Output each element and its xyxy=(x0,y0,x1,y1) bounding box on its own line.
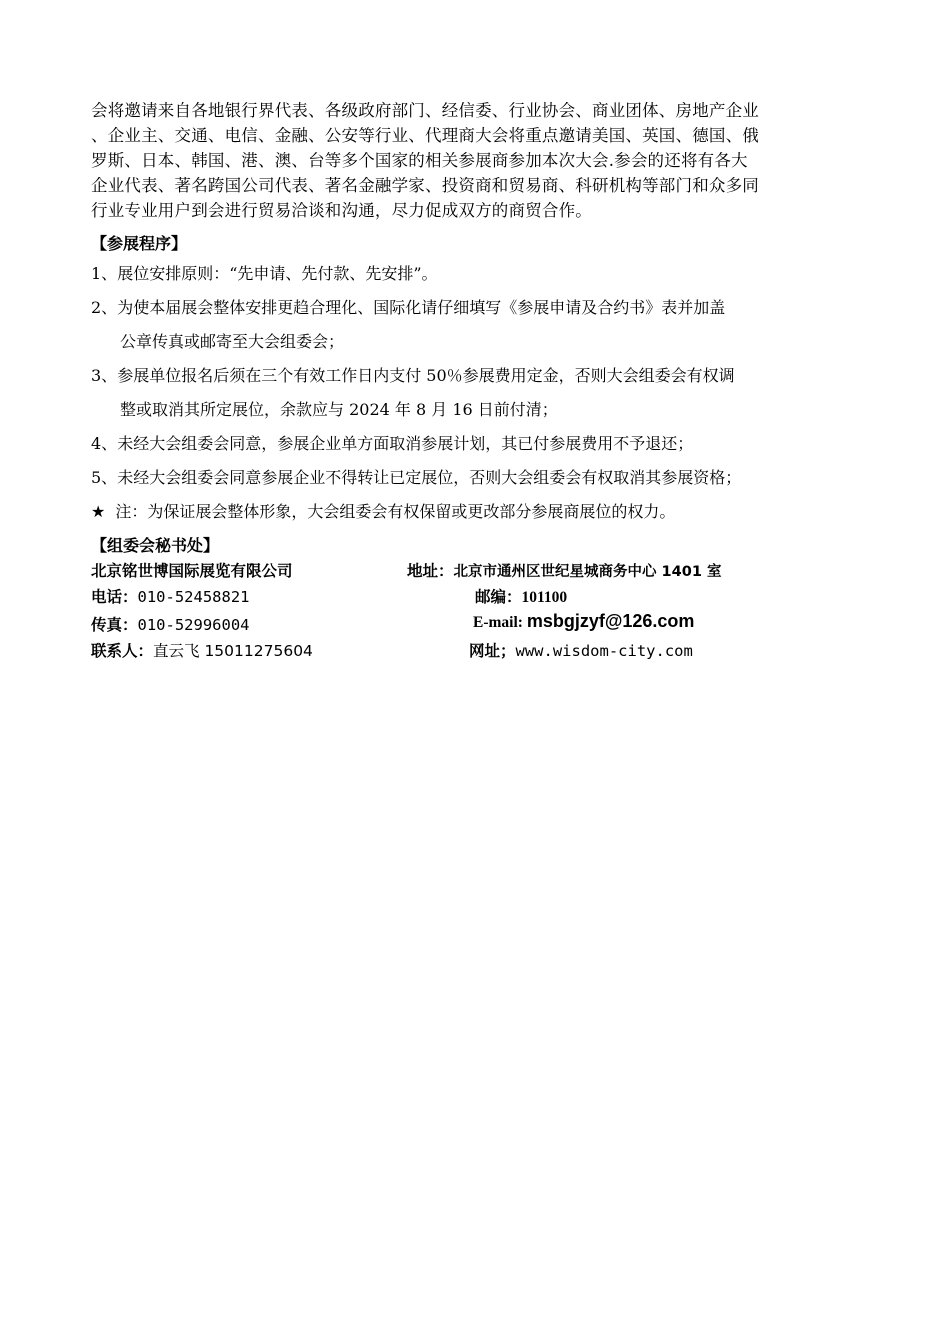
secretariat-heading: 【组委会秘书处】 xyxy=(91,536,220,555)
email-link[interactable]: msbgjzyf@126.com xyxy=(526,611,695,631)
fax-field xyxy=(91,613,250,635)
phone-field xyxy=(91,585,250,607)
zip-label: 邮编： xyxy=(475,588,522,606)
procedure-item-5 xyxy=(91,461,861,495)
fax-label: 传真： xyxy=(91,616,138,634)
item-text: 展位安排原则：“先申请、先付款、先安排”。 xyxy=(117,264,438,283)
item-text: 未经大会组委会同意参展企业不得转让已定展位，否则大会组委会有权取消其参展资格； xyxy=(117,468,742,487)
contact-row-person xyxy=(91,639,861,665)
document-page xyxy=(91,98,861,679)
note-text: 注：为保证展会整体形象，大会组委会有权保留或更改部分参展商展位的权力。 xyxy=(115,502,676,521)
contact-value: 直云飞 15011275604 xyxy=(153,642,313,660)
item-text: 参展单位报名后须在三个有效工作日内支付 50％参展费用定金，否则大会组委会有权调 xyxy=(117,366,735,385)
phone-label: 电话： xyxy=(91,588,138,606)
intro-line: 行业专业用户到会进行贸易洽谈和沟通，尽力促成双方的商贸合作。 xyxy=(91,201,592,220)
contact-label: 联系人： xyxy=(91,642,154,660)
contact-row-fax xyxy=(91,613,861,639)
phone-value: 010-52458821 xyxy=(137,588,250,606)
item-number: 3、 xyxy=(91,366,118,385)
company-name: 北京铭世博国际展览有限公司 xyxy=(91,562,293,580)
star-icon: ★ xyxy=(91,502,106,521)
website-field xyxy=(469,639,693,661)
item-number: 1、 xyxy=(91,264,118,283)
address-label: 地址： xyxy=(407,562,454,580)
intro-paragraph xyxy=(91,98,861,223)
item-text: 未经大会组委会同意，参展企业单方面取消参展计划，其已付参展费用不予退还； xyxy=(117,434,694,453)
intro-line: 会将邀请来自各地银行界代表、各级政府部门、经信委、行业协会、商业团体、房地产企业 xyxy=(91,101,759,120)
contact-block xyxy=(91,559,861,679)
item-text-continued: 整或取消其所定展位，余款应与 2024 年 8 月 16 日前付清； xyxy=(120,400,558,419)
item-text-continued: 公章传真或邮寄至大会组委会； xyxy=(120,332,345,351)
procedure-list xyxy=(91,257,861,495)
website-label: 网址； xyxy=(469,642,516,660)
intro-line: 罗斯、日本、韩国、港、澳、台等多个国家的相关参展商参加本次大会.参会的还将有各大 xyxy=(91,151,748,170)
procedure-item-1 xyxy=(91,257,861,291)
intro-line: 、企业主、交通、电信、金融、公安等行业、代理商大会将重点邀请美国、英国、德国、俄 xyxy=(91,126,759,145)
item-text: 为使本届展会整体安排更趋合理化、国际化请仔细填写《参展申请及合约书》表并加盖 xyxy=(117,298,726,317)
address-field xyxy=(407,559,721,581)
zip-field xyxy=(475,585,567,607)
address-value: 北京市通州区世纪星城商务中心 1401 室 xyxy=(453,564,722,580)
procedure-note xyxy=(91,495,861,529)
procedure-item-4 xyxy=(91,427,861,461)
website-link[interactable]: www.wisdom-city.com xyxy=(515,642,693,660)
procedure-item-2 xyxy=(91,291,861,359)
item-number: 2、 xyxy=(91,298,118,317)
email-field xyxy=(473,611,694,632)
contact-person-field xyxy=(91,639,313,661)
procedure-heading: 【参展程序】 xyxy=(91,234,188,253)
zip-value: 101100 xyxy=(521,589,568,606)
intro-line: 企业代表、著名跨国公司代表、著名金融学家、投资商和贸易商、科研机构等部门和众多同 xyxy=(91,176,759,195)
contact-row-company xyxy=(91,559,861,585)
fax-value: 010-52996004 xyxy=(137,616,250,634)
email-label: E-mail: xyxy=(473,614,527,631)
item-number: 5、 xyxy=(91,468,118,487)
procedure-item-3 xyxy=(91,359,861,427)
item-number: 4、 xyxy=(91,434,118,453)
contact-row-phone xyxy=(91,585,861,611)
